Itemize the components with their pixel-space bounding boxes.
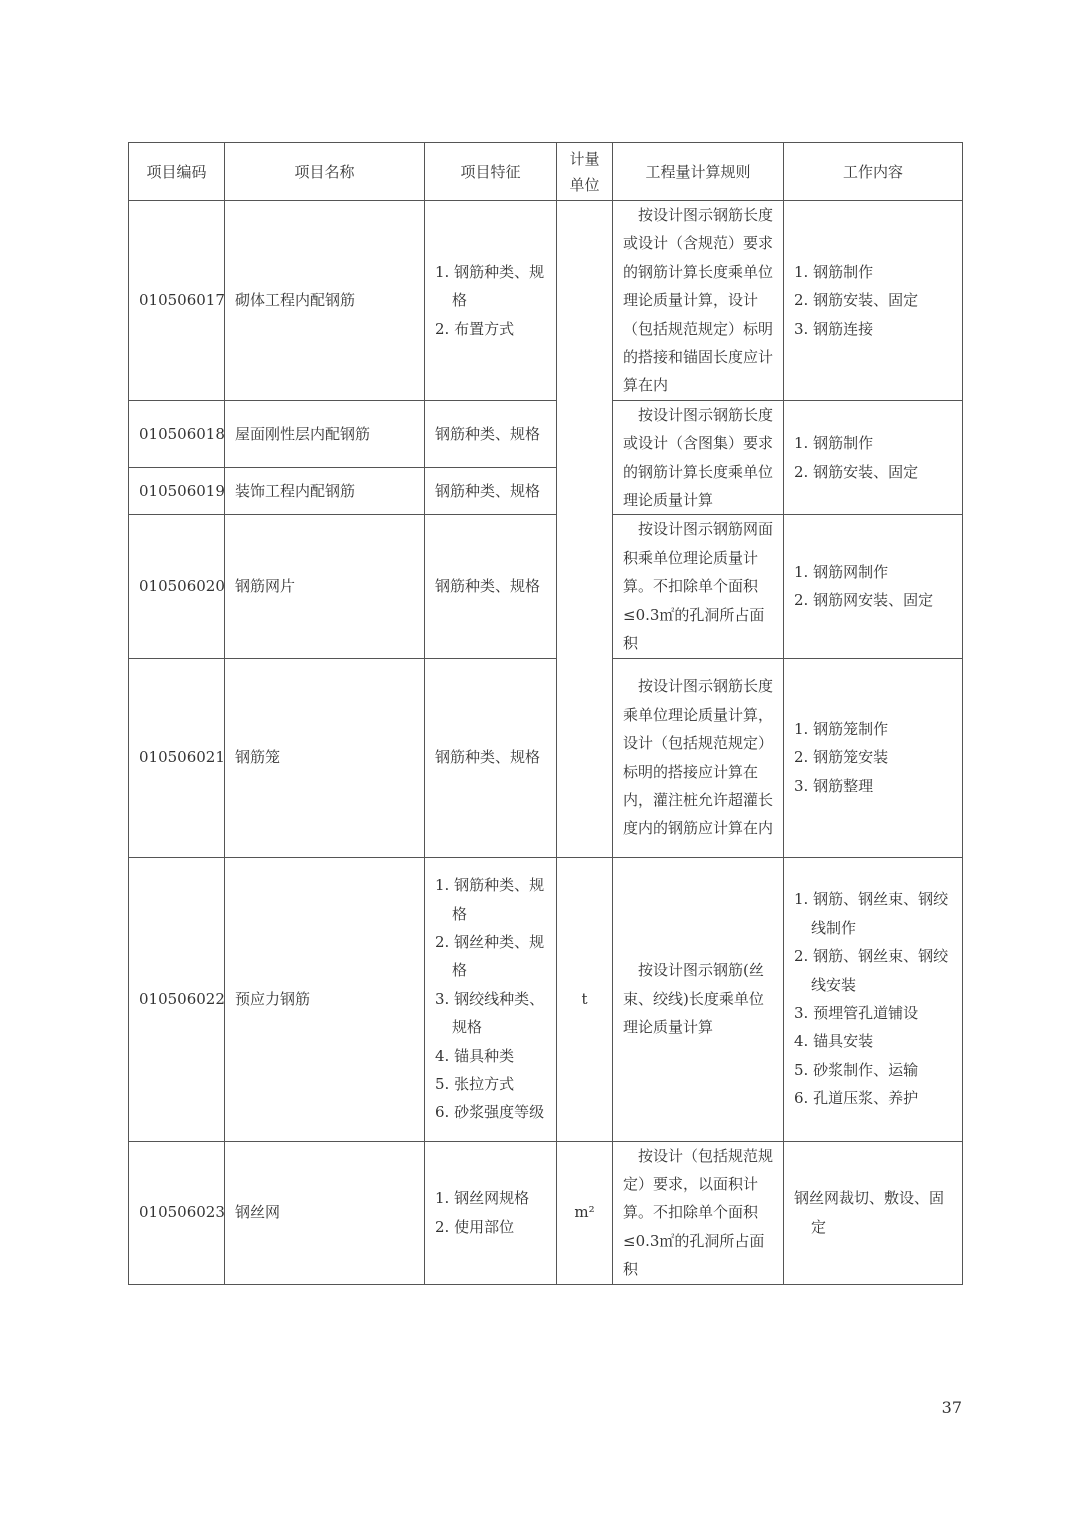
content-item: 5. 砂浆制作、运输: [794, 1060, 919, 1079]
table-row: [129, 1141, 963, 1284]
item-name: 钢筋网片: [225, 515, 425, 658]
content-item: 1. 钢筋制作: [794, 262, 874, 281]
work-content: [784, 1141, 963, 1284]
content-item: 2. 钢筋安装、固定: [794, 291, 919, 310]
unit-cell-shared: [557, 201, 613, 858]
content-item: 1. 钢筋制作: [794, 434, 874, 453]
content-item: 1. 钢筋、钢丝束、钢绞线制作: [794, 890, 949, 937]
item-features: 钢筋种类、规格: [425, 658, 557, 857]
feature-item: 1. 钢丝网规格: [435, 1189, 530, 1208]
item-name: 预应力钢筋: [225, 857, 425, 1141]
quantity-spec-table: [128, 142, 963, 1285]
content-item: 3. 预埋管孔道铺设: [794, 1004, 919, 1022]
item-code: 010506018: [129, 400, 225, 467]
item-name: 钢丝网: [225, 1141, 425, 1284]
feature-item: 2. 钢丝种类、规格: [435, 932, 545, 980]
item-features: [425, 201, 557, 401]
work-content: [784, 658, 963, 857]
item-name: 砌体工程内配钢筋: [225, 201, 425, 401]
header-row: [129, 143, 963, 201]
content-item: 4. 锚具安装: [794, 1032, 874, 1051]
header-unit: [557, 143, 613, 201]
header-rule: 工程量计算规则: [613, 143, 784, 201]
content-item: 1. 钢筋网制作: [794, 563, 889, 582]
header-name: 项目名称: [225, 143, 425, 201]
work-content: [784, 515, 963, 658]
item-features: 钢筋种类、规格: [425, 515, 557, 658]
feature-item: 3. 钢绞线种类、规格: [435, 989, 545, 1037]
content-item: 3. 钢筋整理: [794, 776, 874, 795]
item-unit: t: [557, 857, 613, 1141]
content-item: 2. 钢筋、钢丝束、钢绞线安装: [794, 947, 949, 994]
item-features: [425, 857, 557, 1141]
content-item: 钢丝网裁切、敷设、固定: [794, 1189, 945, 1236]
content-item: 2. 钢筋网安装、固定: [794, 591, 934, 610]
calculation-rule: 按设计图示钢筋长度或设计（含规范）要求的钢筋计算长度乘单位理论质量计算，设计（包括规范规定）标明的搭接和锚固长度应计算在内: [613, 201, 784, 401]
work-content: [784, 400, 963, 515]
calculation-rule: 按设计图示钢筋(丝束、绞线)长度乘单位理论质量计算: [613, 857, 784, 1141]
header-unit-line1: 计量: [569, 149, 600, 168]
feature-item: 6. 砂浆强度等级: [435, 1103, 545, 1122]
feature-item: 1. 钢筋种类、规格: [435, 876, 545, 923]
item-code: 010506017: [129, 201, 225, 401]
calculation-rule: 按设计图示钢筋长度或设计（含图集）要求的钢筋计算长度乘单位理论质量计算: [613, 400, 784, 515]
content-item: 2. 钢筋笼安装: [794, 748, 889, 767]
content-item: 6. 孔道压浆、养护: [794, 1089, 919, 1108]
work-content: [784, 857, 963, 1141]
feature-item: 5. 张拉方式: [435, 1075, 515, 1094]
header-code: 项目编码: [129, 143, 225, 201]
item-code: 010506023: [129, 1141, 225, 1284]
content-item: 2. 钢筋安装、固定: [794, 462, 919, 481]
header-features: 项目特征: [425, 143, 557, 201]
table-row: [129, 658, 963, 857]
calculation-rule: 按设计（包括规范规定）要求，以面积计算。不扣除单个面积≤0.3㎡的孔洞所占面积: [613, 1141, 784, 1284]
feature-item: 2. 布置方式: [435, 319, 515, 338]
table-row: [129, 857, 963, 1141]
calculation-rule: 按设计图示钢筋长度乘单位理论质量计算，设计（包括规范规定）标明的搭接应计算在内，灌注桩允许超灌长度内的钢筋应计算在内: [613, 658, 784, 857]
item-unit: m²: [557, 1141, 613, 1284]
item-name: 装饰工程内配钢筋: [225, 467, 425, 515]
item-name: 钢筋笼: [225, 658, 425, 857]
item-features: 钢筋种类、规格: [425, 467, 557, 515]
table-row: [129, 515, 963, 658]
content-item: 3. 钢筋连接: [794, 319, 874, 338]
item-code: 010506019: [129, 467, 225, 515]
item-features: [425, 1141, 557, 1284]
item-name: 屋面刚性层内配钢筋: [225, 400, 425, 467]
item-code: 010506021: [129, 658, 225, 857]
table-row: [129, 201, 963, 401]
table-row: [129, 400, 963, 467]
content-item: 1. 钢筋笼制作: [794, 719, 889, 738]
item-features: 钢筋种类、规格: [425, 400, 557, 467]
header-unit-line2: 单位: [569, 175, 600, 194]
header-content: 工作内容: [784, 143, 963, 201]
page-number: 37: [941, 1398, 962, 1417]
feature-item: 1. 钢筋种类、规格: [435, 262, 545, 310]
work-content: [784, 201, 963, 401]
item-code: 010506020: [129, 515, 225, 658]
item-code: 010506022: [129, 857, 225, 1141]
feature-item: 4. 锚具种类: [435, 1046, 515, 1065]
calculation-rule: 按设计图示钢筋网面积乘单位理论质量计算。不扣除单个面积≤0.3㎡的孔洞所占面积: [613, 515, 784, 658]
feature-item: 2. 使用部位: [435, 1217, 515, 1236]
